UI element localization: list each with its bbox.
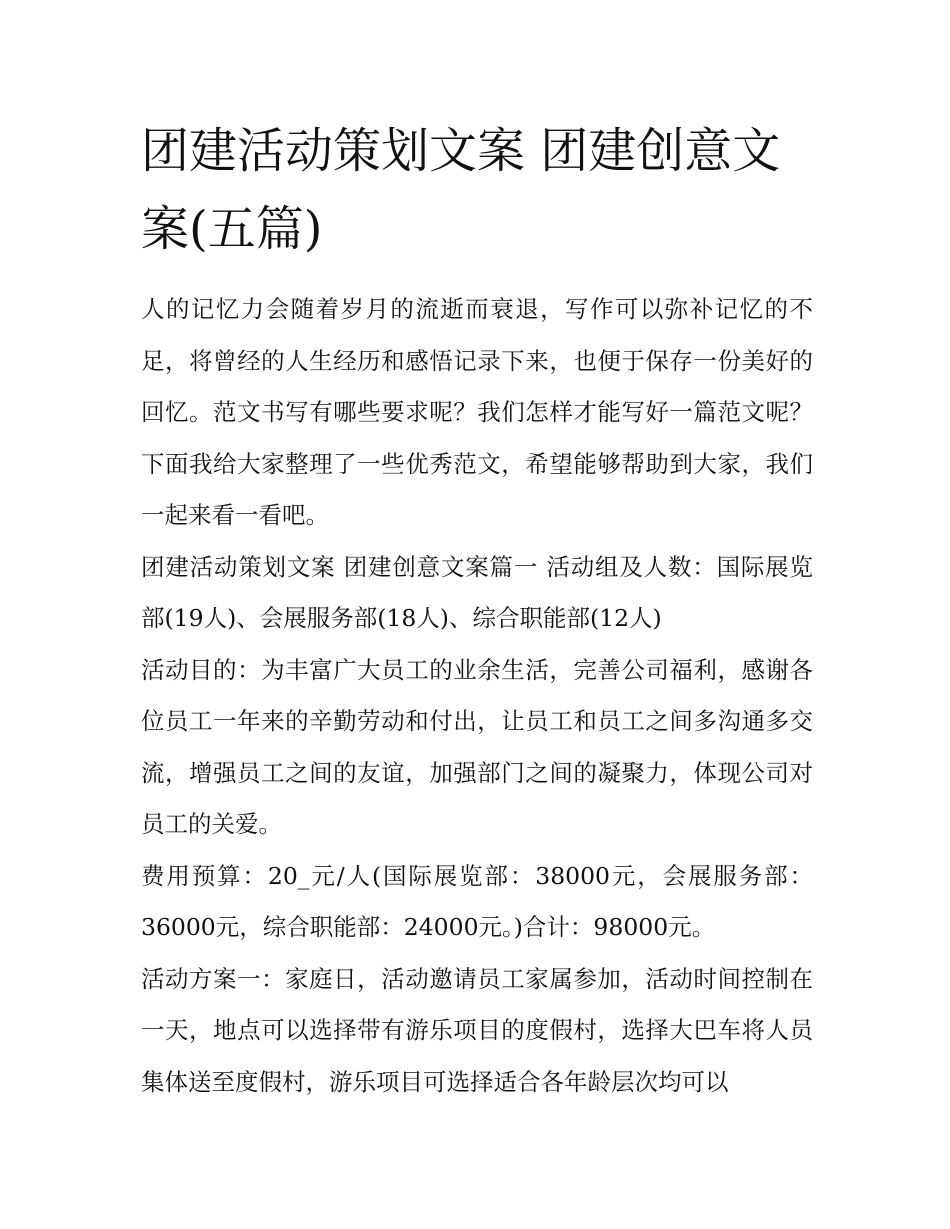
document-body	[141, 112, 813, 1108]
budget-paragraph: 费用预算：20_元/人(国际展览部：38000元，会展服务部：36000元，综合职能部：24000元。)合计：98000元。	[141, 861, 813, 941]
intro-paragraph: 人的记忆力会随着岁月的流逝而衰退，写作可以弥补记忆的不足，将曾经的人生经历和感悟记录下来，也便于保存一份美好的回忆。范文书写有哪些要求呢？我们怎样才能写好一篇范文呢？下面我给大家整理了一些优秀范文，希望能够帮助到大家，我们一起来看一看吧。	[141, 295, 813, 529]
activity-purpose-paragraph: 活动目的：为丰富广大员工的业余生活，完善公司福利，感谢各位员工一年来的辛勤劳动和付出，让员工和员工之间多沟通多交流，增强员工之间的友谊，加强部门之间的凝聚力，体现公司对员工的关爱。	[141, 655, 813, 838]
plan-one-paragraph: 活动方案一：家庭日，活动邀请员工家属参加，活动时间控制在一天，地点可以选择带有游乐项目的度假村，选择大巴车将人员集体送至度假村，游乐项目可选择适合各年龄层次均可以	[141, 964, 813, 1096]
document-title: 团建活动策划文案 团建创意文案(五篇)	[141, 123, 781, 257]
activity-groups-paragraph: 团建活动策划文案 团建创意文案篇一 活动组及人数：国际展览部(19人)、会展服务部(18人)、综合职能部(12人)	[141, 552, 813, 632]
